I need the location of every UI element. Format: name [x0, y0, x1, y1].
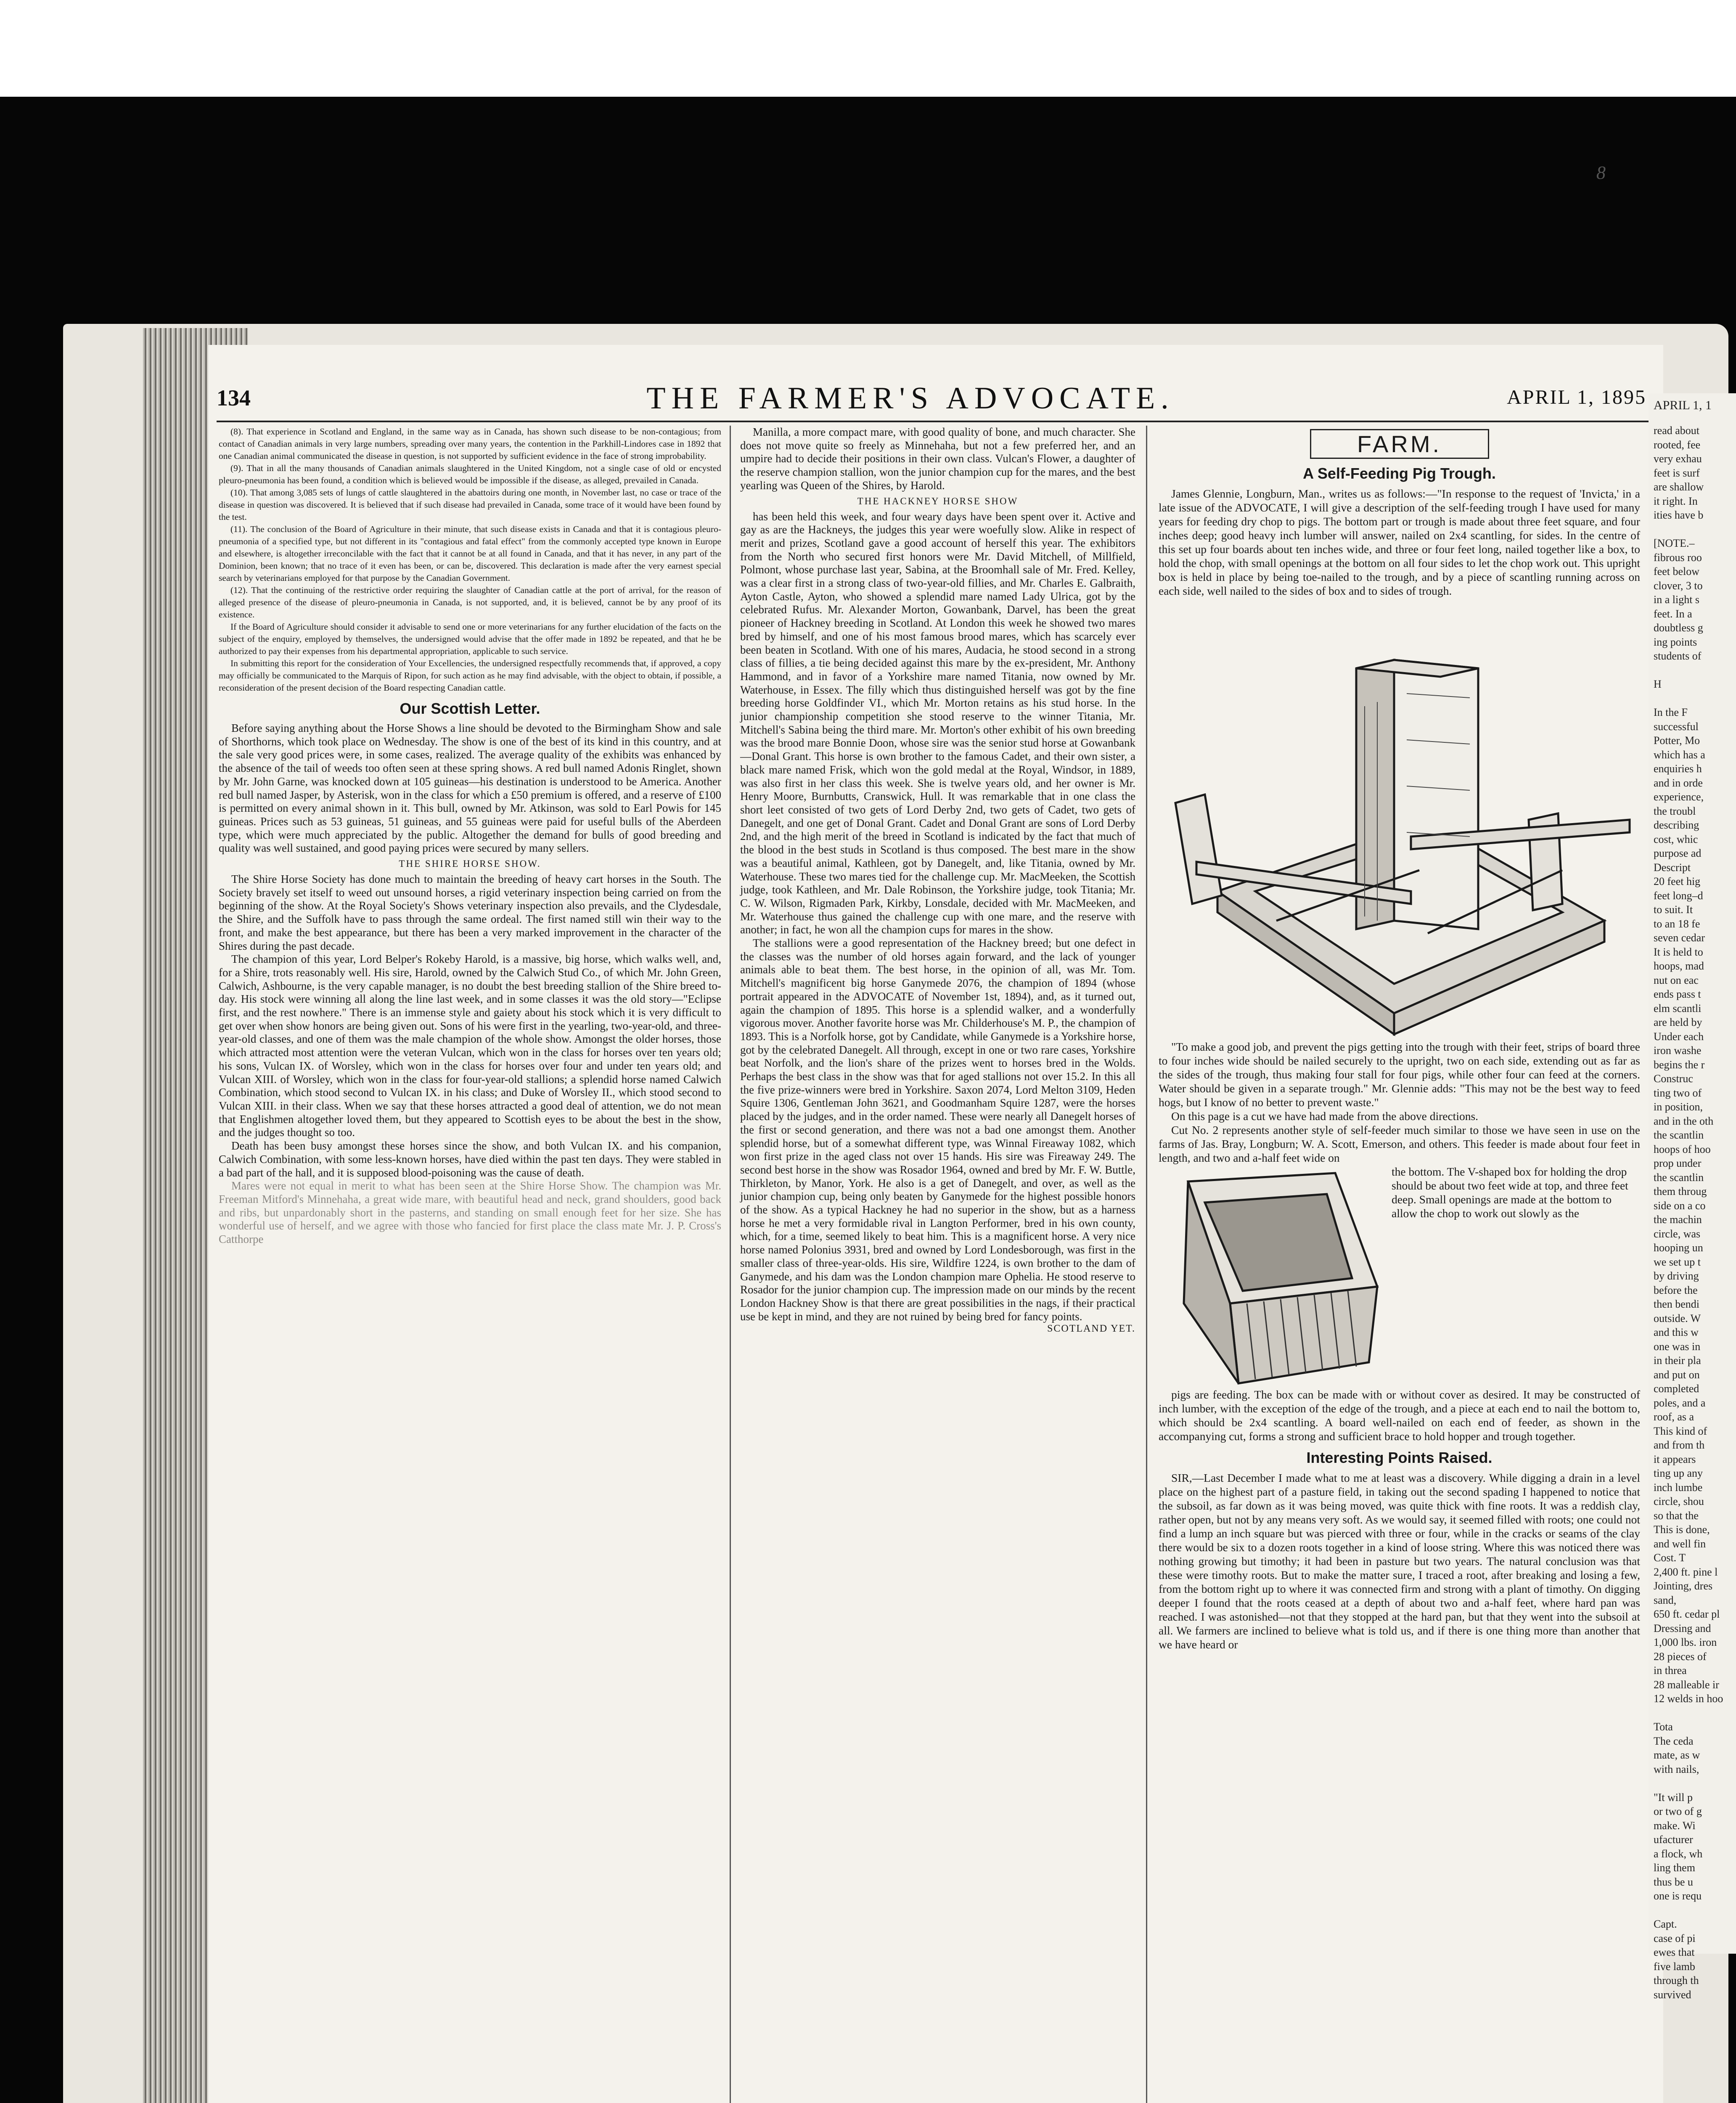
adjacent-page-line: thus be u	[1654, 1875, 1693, 1888]
adjacent-page-line: 650 ft. cedar pl	[1654, 1608, 1720, 1620]
page-number: 134	[217, 385, 251, 411]
paragraph: "To make a good job, and prevent the pigs getting into the trough with their feet, strips of board three to four inches wide should be nailed securely to the upright, two on each side, extending out as far as the sides of the trough, thus making four stall for four pigs, while other four can feed at the corners. Water should be given in a separate trough." Mr. Glennie adds: "This may not be the best way to feed hogs, but I know of no better to prevent waste."	[1159, 1040, 1640, 1109]
signature: SCOTLAND YET.	[1047, 1323, 1135, 1335]
header-rule	[217, 421, 1651, 422]
adjacent-page	[1649, 393, 1736, 2001]
adjacent-page-line: or two of g	[1654, 1805, 1702, 1817]
adjacent-page-line: survived	[1654, 1988, 1691, 2001]
adjacent-page-line: prop under	[1654, 1157, 1702, 1169]
adjacent-page-line: make. Wi	[1654, 1819, 1696, 1832]
adjacent-page-line: circle, was	[1654, 1227, 1701, 1240]
adjacent-page-line: through th	[1654, 1974, 1699, 1986]
adjacent-page-line: In the F	[1654, 706, 1688, 718]
shire-body	[219, 873, 721, 1246]
adjacent-page-line: it appears	[1654, 1453, 1696, 1465]
adjacent-page-line: we set up t	[1654, 1255, 1701, 1268]
adjacent-page-line: It is held to	[1654, 946, 1703, 958]
adjacent-page-line: circle, shou	[1654, 1495, 1704, 1507]
adjacent-page-line: by driving	[1654, 1270, 1699, 1282]
column-2	[740, 426, 1135, 2103]
hackney-body	[740, 510, 1135, 1324]
adjacent-page-line: feet is surf	[1654, 466, 1700, 479]
adjacent-page-line: feet long–d	[1654, 889, 1703, 902]
adjacent-page-line: ting up any	[1654, 1467, 1703, 1479]
adjacent-page-line: to an 18 fe	[1654, 917, 1700, 930]
adjacent-page-line: ling them	[1654, 1862, 1695, 1874]
margin-mark: 8	[1596, 162, 1606, 183]
adjacent-page-line: feet below	[1654, 565, 1700, 577]
adjacent-page-line: in position,	[1654, 1101, 1703, 1113]
paragraph: Before saying anything about the Horse Shows a line should be devoted to the Birmingham Show and sale of Shorthorns, which took place on Wednesday. The show is one of the best of its kind in this country, and at the sale very good prices were, in some cases, realized. The average quality of the exhibits was enhanced by the absence of the tail of weeds too often seen at these spring shows. A red bull named Adonis Ringlet, shown by Mr. John Garne, was knocked down at 105 guineas—his destination is understood to be America. Another red bull named Jasper, by Asterisk, won in the class for which a £50 premium is offered, and a reserve of £100 is permitted on every animal shown in it. This bull, owned by Mr. Atkinson, was sold to Earl Powis for 145 guineas. Prices such as 53 guineas, 51 guineas, and 55 guineas were paid for useful bulls of the Aberdeen type, which were much appreciated by the public. Altogether the demand for bulls of good breeding and quality was well sustained, and good paying prices were secured by many sellers.	[219, 722, 721, 855]
adjacent-page-line: doubtless g	[1654, 622, 1703, 634]
pig-trough-illustration	[1159, 601, 1638, 1034]
adjacent-page-line: and put on	[1654, 1368, 1700, 1381]
letter-title: Our Scottish Letter.	[400, 700, 540, 717]
adjacent-page-line: Under each	[1654, 1030, 1704, 1043]
adjacent-page-line: Potter, Mo	[1654, 734, 1700, 747]
adjacent-page-line: 1,000 lbs. iron	[1654, 1636, 1717, 1648]
page-header	[217, 381, 1651, 414]
adjacent-page-line: and this w	[1654, 1326, 1699, 1338]
adjacent-page-line: Capt.	[1654, 1918, 1677, 1930]
column-divider	[730, 426, 731, 2103]
adjacent-page-line: ing points	[1654, 636, 1697, 648]
adjacent-page-line: them throug	[1654, 1185, 1707, 1197]
paragraph: The Shire Horse Society has done much to maintain the breeding of heavy cart horses in the South. The Society bravely set itself to weed out unsound horses, a rigid veterinary inspection being carried on from the beginning of the show. At the Royal Society's Shows veterinary inspection also prevails, and the Clydesdale, the Shire, and the Suffolk have to pass through the same ordeal. The first named still win their way to the front, and make the best appearance, but there has been a very marked improvement in the character of the Shires during the past decade.	[219, 873, 721, 952]
adjacent-page-line: Construc	[1654, 1073, 1693, 1085]
adjacent-page-line: Descript	[1654, 861, 1691, 874]
adjacent-page-line: clover, 3 to	[1654, 579, 1703, 592]
report-items	[219, 426, 721, 694]
adjacent-page-line: hoops, mad	[1654, 960, 1704, 972]
adjacent-page-line: and in the oth	[1654, 1115, 1714, 1127]
column-divider	[1146, 426, 1147, 2103]
adjacent-page-line: then bendi	[1654, 1298, 1700, 1310]
adjacent-page-line: This kind of	[1654, 1425, 1707, 1437]
adjacent-page-line: 20 feet hig	[1654, 875, 1701, 887]
adjacent-page-line: which has a	[1654, 748, 1705, 761]
adjacent-page-line: hooping un	[1654, 1242, 1703, 1254]
adjacent-page-line: seven cedar	[1654, 932, 1705, 944]
adjacent-page-line: iron washe	[1654, 1044, 1702, 1057]
column-1	[219, 426, 721, 2103]
article-title: A Self-Feeding Pig Trough.	[1303, 465, 1496, 482]
adjacent-page-line: and in orde	[1654, 776, 1703, 789]
adjacent-page-line: case of pi	[1654, 1932, 1696, 1944]
adjacent-page-line: with nails,	[1654, 1763, 1699, 1775]
adjacent-page-line: in threa	[1654, 1664, 1687, 1677]
adjacent-page-line: "It will p	[1654, 1791, 1693, 1804]
paragraph: The stallions were a good representation of the Hackney breed; but one defect in the classes was the number of old horses again forward, and the lack of younger animals able to beat them. The best horse, in the opinion of all, was Mr. Tom. Mitchell's magnificent big horse Ganymede 2076, the champion of 1894 (whose portrait appeared in the ADVOCATE of November 1st, 1894), and, as it turned out, again the champion of 1895. This horse is a splendid walker, and a wonderfully vigorous mover. Another favorite horse was Mr. Childerhouse's M. P., the champion of 1893. This is a Norfolk horse, got by Candidate, while Ganymede is a Yorkshire horse, got by the celebrated Danegelt. All through, except in one or two rare cases, Yorkshire beat Norfolk, and the lion's share of the prizes went to horses bred in the Wolds. Perhaps the best class in the show was that for aged stallions not over 15.2. In this all the five prize-winners were bred in Yorkshire. Saxon 2074, Lord Melton 3109, Heden Squire 1306, Gentleman John 3621, and Goodmanham Squire 1287, were the horses placed by the judges, and in the order named. These were nearly all Danegelt horses of the first or second generation, and there was not a bad one amongst them. Another splendid horse, but of a somewhat different type, was Winnal Fireaway 1082, which won first prize in the aged class not over 15 hands. His sire was Fireaway 249. The second best horse in the show was Rosador 1964, owned and bred by Mr. F. W. Buttle, Thirkleton, by Manor, York. He also is a get of Danegelt, and over, as well as the junior champion cup, being only beaten by Ganymede for the highest possible honors of the show. As a typical Hackney he had no superior in the show, but as a harness horse he met a very formidable rival in Langton Performer, bred in his own county, which, for a time, seemed likely to beat him. This is a magnificent horse. A very nice horse named Polonius 3931, bred and owned by Lord Londesborough, was first in the smaller class of three-year-olds. His sire, Wildfire 1224, is own brother to the dam of Ganymede, and his dam was the London champion mare Ophelia. He stood reserve to Rosador for the junior champion cup. The impression made on our minds by the recent London Hackney Show is that there are great possibilities in the nags, if their practical use be kept in mind, and they are not ruined by being bred for fancy points.	[740, 937, 1135, 1323]
adjacent-page-header: APRIL 1, 1	[1654, 398, 1712, 412]
adjacent-page-line: are held by	[1654, 1016, 1702, 1028]
adjacent-page-line: in their pla	[1654, 1354, 1701, 1367]
adjacent-page-line: enquiries h	[1654, 763, 1702, 775]
adjacent-page-line: five lamb	[1654, 1960, 1695, 1973]
paragraph: (9). That in all the many thousands of Canadian animals slaughtered in the United Kingdom, not a single case of old or encysted pleuro-pneumonia has been found, a condition which is believed would be impossible if the disease, as alleged, prevailed in Canada.	[219, 463, 721, 485]
adjacent-page-line: nut on eac	[1654, 974, 1699, 986]
adjacent-page-line: the scantlin	[1654, 1171, 1704, 1184]
paragraph: (11). The conclusion of the Board of Agriculture in their minute, that such disease exists in Canada and that it is contagious pleuro-pneumonia of a specified type, but not different in its "contagious and fatal effect" from the commonly accepted type known in Europe and elsewhere, is altogether irreconcilable with the fact that it cannot be at all found in Canada, and that it has never, in any part of the Dominion, been known; that no trace of it even has been, or can be, discovered. This declaration is made after the very earnest special search by veterinarians employed for that purpose by the Canadian Government.	[219, 524, 721, 583]
paragraph: the bottom. The V-shaped box for holding the drop should be about two feet wide at top, and three feet deep. Small openings are made at the bottom to allow the chop to work out slowly as the	[1392, 1165, 1628, 1220]
v-shaped-feeder-illustration	[1159, 1165, 1386, 1388]
adjacent-page-line: are shallow	[1654, 481, 1704, 493]
adjacent-page-line: ewes that	[1654, 1946, 1695, 1958]
paragraph: Manilla, a more compact mare, with good quality of bone, and much character. She does not move quite so freely as Minnehaha, but not a few preferred her, and an umpire had to decide their positions in their own class. Vulcan's Flower, a daughter of the reserve champion stallion, won the junior champion cup for the mares, and the best yearling was Queen of the Shires, by Harold.	[740, 426, 1135, 492]
column-3	[1159, 426, 1640, 1651]
paragraph: If the Board of Agriculture should consider it advisable to send one or more veterinarians for any further elucidation of the facts on the subject of the enquiry, employed by themselves, the undersigned would advise that the offer made in 1892 be repeated, and that he be authorized to pay their expenses from his departmental appropriation, applicable to such service.	[219, 622, 721, 656]
adjacent-page-line: before the	[1654, 1284, 1698, 1296]
adjacent-page-line: poles, and a	[1654, 1396, 1706, 1409]
paragraph: SIR,—Last December I made what to me at least was a discovery. While digging a drain in a level place on the highest part of a pasture field, in taking out the second spading I happened to notice that the subsoil, as far down as it was being moved, was quite thick with fine roots. It was a reddish clay, rather open, but not by any means very soft. As we would say, it seemed filled with roots; one could not find a lump an inch square but was pierced with three or four, while in the cracks or seams of the clay there would be six to a dozen roots together in a kind of loose string. Where this was noticed there was nothing growing but timothy; it had been in pasture but two years. The natural conclusion was that these were timothy roots. But to make the matter sure, I traced a root, after breaking and losing a few, from the bottom right up to where it was connected firm and strong with a plant of timothy. On digging deeper I found that the roots ceased at a depth of about two and a-half feet, where hard pan was reached. I was astonished—not that they stopped at the hard pan, but that they went into the subsoil at all. We farmers are inclined to believe what is told us, and if there is one thing more than another that we have heard or	[1159, 1471, 1640, 1651]
adjacent-page-line: 12 welds in hoo	[1654, 1692, 1723, 1705]
adjacent-page-line: feet. In a	[1654, 607, 1692, 620]
adjacent-page-line: ities have b	[1654, 509, 1704, 521]
adjacent-page-line: side on a co	[1654, 1199, 1706, 1212]
adjacent-page-line: purpose ad	[1654, 847, 1702, 859]
adjacent-page-line: the scantlin	[1654, 1129, 1704, 1141]
paragraph: On this page is a cut we have had made from the above directions.	[1171, 1110, 1479, 1123]
adjacent-page-line: experience,	[1654, 791, 1704, 803]
adjacent-page-line: and from th	[1654, 1439, 1705, 1451]
adjacent-page-line: in a light s	[1654, 593, 1700, 606]
adjacent-page-line: rooted, fee	[1654, 438, 1701, 451]
paragraph: Cut No. 2 represents another style of self-feeder much similar to those we have seen in use on the farms of Jas. Bray, Longburn; W. A. Scott, Emerson, and others. This feeder is made about four feet in length, and two and a-half feet wide on	[1159, 1123, 1640, 1164]
adjacent-page-line: one is requ	[1654, 1890, 1702, 1902]
adjacent-page-line: Tota	[1654, 1721, 1673, 1733]
adjacent-page-line: 28 malleable ir	[1654, 1678, 1719, 1691]
adjacent-page-line: successful	[1654, 720, 1699, 733]
adjacent-page-line: begins the r	[1654, 1058, 1705, 1071]
adjacent-page-line: hoops of hoo	[1654, 1143, 1711, 1155]
masthead: THE FARMER'S ADVOCATE.	[646, 381, 1175, 416]
paragraph: (12). That the continuing of the restrictive order requiring the slaughter of Canadian cattle at the port of arrival, for the reason of alleged presence of the disease of pleuro-pneumonia in Canada, is not supported, and, it is believed, cannot be by any proof of its existence.	[219, 585, 721, 620]
adjacent-page-line: one was in	[1654, 1340, 1701, 1353]
adjacent-page-line: describing	[1654, 819, 1699, 831]
paragraph: has been held this week, and four weary days have been spent over it. Active and gay as are the Hackneys, the judges this year were woefully slow. Alike in respect of merit and prizes, Scotland gave a good account of herself this year. The exhibitors from the North who secured first honors were Mr. David Mitchell, of Millfield, Polmont, whose purchase last year, Sabina, at the Broomhall sale of Mr. Fred. Kelley, was a clear first in a strong class of two-year-old fillies, and Mr. Charles E. Galbraith, Ayton Castle, Ayton, who showed a splendid mare named Lady Ulrica, got by the celebrated Rufus. Mr. Alexander Morton, Gowanbank, Darvel, has been the great pioneer of Hackney breeding in Scotland. At London this week he showed two mares bred by himself, and one of his most famous brood mares, which has scarcely ever been beaten in Scotland. With one of his mares, Audacia, he stood second in a strong class of fillies, a tie being decided against this mare by the ex-president, Mr. Anthony Hammond, and in favor of a Yorkshire mare named Titania, now owned by Mr. Waterhouse, in Essex. The filly which thus distinguished herself was got by the fine breeding horse Goldfinder VI., which Mr. Morton retains as his stud horse. In the junior championship competition she stood reserve to the winner Titania, Mr. Mitchell's Sabina being the third mare. Mr. Morton's other exhibit of his own breeding was the brood mare Bonnie Doon, whose sire was the senior stud horse at Gowanbank—Donal Grant. This horse is own brother to the famous Cadet, and their own sister, a black mare named Frisk, which won the gold medal at the Royal, Windsor, in 1889, was also first in her class this week. She is twelve years old, and her owner is Mr. Henry Moore, Burnbutts, Cranswick, Hull. It was remarkable that in one class the short leet consisted of two gets of Lord Derby 2nd, two gets of Cadet, two gets of Danegelt, and one get of Donal Grant. Cadet and Donal Grant are sons of Lord Derby 2nd, and the high merit of the breed in Scotland is indicated by the fact that much of the blood in the best studs in Scotland is thus composed. The best mare in the show was a beautiful animal, Kathleen, got by Danegelt, and, like Titania, owned by Mr. Waterhouse. These two mares tied for the challenge cup. Mr. MacMeeken, the Scottish judge, took Kathleen, and Mr. Dale Robinson, the Yorkshire judge, took Titania; Mr. C. W. Wilson, Rigmaden Park, Kirkby, Lonsdale, decided with Mr. MacMeeken, and Mr. Waterhouse thus gained the challenge cup with one mare, and the reserve with another; in fact, he won all the champion cups for mares in the show.	[740, 510, 1135, 936]
paragraph: Death has been busy amongst these horses since the show, and both Vulcan IX. and his companion, Calwich Combination, with some less-known horses, have died within the past ten days. They were stabled in a bad part of the hall, and it is supposed blood-poisoning was the cause of death.	[219, 1139, 721, 1179]
adjacent-page-line: read about	[1654, 424, 1700, 437]
adjacent-page-line: outside. W	[1654, 1312, 1701, 1324]
adjacent-page-line: inch lumbe	[1654, 1481, 1703, 1494]
adjacent-page-line: roof, as a	[1654, 1411, 1694, 1423]
section-label: FARM.	[1310, 429, 1489, 459]
cut2-block	[1159, 1165, 1640, 1388]
adjacent-page-line: to suit. It	[1654, 903, 1693, 916]
adjacent-page-line: mate, as w	[1654, 1749, 1700, 1761]
hackney-heading: THE HACKNEY HORSE SHOW	[857, 495, 1019, 506]
paragraph: pigs are feeding. The box can be made with or without cover as desired. It may be constructed of inch lumber, with the exception of the edge of the trough, and a piece at each end to nail the bottom to, which should be 2x4 scantling. A board well-nailed on each end of feeder, as shown in the accompanying cut, forms a strong and sufficient brace to hold hopper and trough together.	[1159, 1388, 1640, 1443]
paragraph: In submitting this report for the consideration of Your Excellencies, the undersigned respectfully recommends that, if approved, a copy may officially be communicated to the Marquis of Ripon, for such action as he may find advisable, with the object to obtain, if possible, a reconsideration of the present decision of the Board respecting Canadian cattle.	[219, 658, 721, 693]
adjacent-page-line: 2,400 ft. pine l	[1654, 1565, 1718, 1578]
adjacent-page-line: sand,	[1654, 1594, 1677, 1606]
letter-body	[219, 722, 721, 855]
adjacent-page-line: Dressing and	[1654, 1622, 1711, 1634]
adjacent-page-line: students of	[1654, 650, 1702, 662]
paragraph: (10). That among 3,085 sets of lungs of cattle slaughtered in the abattoirs during one month, in November last, no case or trace of the disease in question was discovered. It is believed that if such disease had prevailed in Canada, some trace of it would have been found by the test.	[219, 487, 721, 522]
adjacent-page-line: H	[1654, 678, 1662, 690]
issue-date: APRIL 1, 1895	[1507, 386, 1646, 408]
adjacent-page-line: the machin	[1654, 1213, 1702, 1226]
paragraph: The champion of this year, Lord Belper's Rokeby Harold, is a massive, big horse, which walks well, and, for a Shire, trots reasonably well. His sire, Harold, owned by the Calwich Stud Co., of which Mr. John Green, Calwich, Ashbourne, is the very capable manager, is no doubt the best breeding stallion of the Shire breed to-day. His stock were winning all along the line last week, and in some classes it was the old story—"Eclipse first, and the rest nowhere." There is an immense style and gaiety about his stock which it is very difficult to get over when show honors are being given out. Sons of his were first in the yearling, two-year-old, and three-year-old classes, and one of them was the male champion of the whole show. Amongst the older horses, those which attracted most attention were the veteran Vulcan, which won in the class for horses over ten years old; his sons, Vulcan IX. of Worsley, which won in the class for horses over four and under ten years old; and Vulcan XIII. of Worsley, which won in the class for four-year-old stallions; a splendid horse named Calwich Combination, which stood second to Vulcan IX. in his class; and Duke of Worsley II., which stood second to Vulcan XIII. in their class. When we say that these horses attracted a good deal of attention, we do not mean that Englishmen altogether loved them, but they appeared to Scottish eyes to be about the best in the show, and the judges thought so too.	[219, 953, 721, 1139]
adjacent-page-line: fibrous roo	[1654, 551, 1702, 564]
article-title: Interesting Points Raised.	[1306, 1449, 1493, 1466]
paragraph: James Glennie, Longburn, Man., writes us as follows:—"In response to the request of 'Invicta,' in a late issue of the ADVOCATE, I will give a description of the self-feeding trough I have used for many years for feeding dry chop to pigs. The bottom part or trough is made about three feet square, and four inches deep; good heavy inch lumber will answer, nailed on 2x4 scantling, for sides. In the centre of this set up four boards about ten inches wide, and three or four feet long, nailed together like a box, to hold the chop, with small openings at the bottom on all four sides to let the chop work out. This upright box is held in place by being toe-nailed to the trough, and by a piece of scantling running across on each side, well nailed to the sides of box and to sides of trough.	[1159, 487, 1640, 597]
adjacent-page-line: completed	[1654, 1383, 1699, 1395]
adjacent-page-line: 28 pieces of	[1654, 1650, 1707, 1663]
adjacent-page-line: The ceda	[1654, 1735, 1694, 1747]
adjacent-page-line: ting two of	[1654, 1086, 1702, 1099]
adjacent-page-line: ends pass t	[1654, 988, 1701, 1000]
adjacent-page-line: elm scantli	[1654, 1002, 1702, 1014]
adjacent-page-line: ufacturer	[1654, 1833, 1693, 1846]
adjacent-page-line: very exhau	[1654, 453, 1702, 465]
adjacent-page-line: and well fin	[1654, 1537, 1706, 1550]
adjacent-page-line: cost, whic	[1654, 833, 1698, 845]
adjacent-page-line: [NOTE.–	[1654, 537, 1695, 549]
adjacent-page-line: the troubl	[1654, 805, 1696, 817]
shire-heading: THE SHIRE HORSE SHOW.	[399, 858, 541, 869]
adjacent-page-line: it right. In	[1654, 495, 1698, 507]
adjacent-page-line: Cost. T	[1654, 1552, 1686, 1564]
adjacent-page-line: This is done,	[1654, 1523, 1710, 1536]
adjacent-page-line: a flock, wh	[1654, 1847, 1703, 1860]
paragraph: (8). That experience in Scotland and England, in the same way as in Canada, has shown such disease to be non-contagious; from contact of Canadian animals in very large numbers, spreading over many years, the contention in the Parkhill-Lindores case in 1892 that one Canadian animal communicated the disease in question, is not supported by sufficient evidence in the face of strong improbability.	[219, 426, 721, 461]
adjacent-page-line: so that the	[1654, 1509, 1699, 1522]
adjacent-page-line: Jointing, dres	[1654, 1580, 1713, 1592]
paragraph: Mares were not equal in merit to what has been seen at the Shire Horse Show. The champion was Mr. Freeman Mitford's Minnehaha, a great wide mare, with beautiful head and neck, grand shoulders, good back and ribs, but unpardonably short in the pasterns, and standing on small enough feet for her size. She has wonderful use of herself, and we agree with those who fancied for first place the class mate Mr. J. P. Cross's Catthorpe	[219, 1179, 721, 1246]
